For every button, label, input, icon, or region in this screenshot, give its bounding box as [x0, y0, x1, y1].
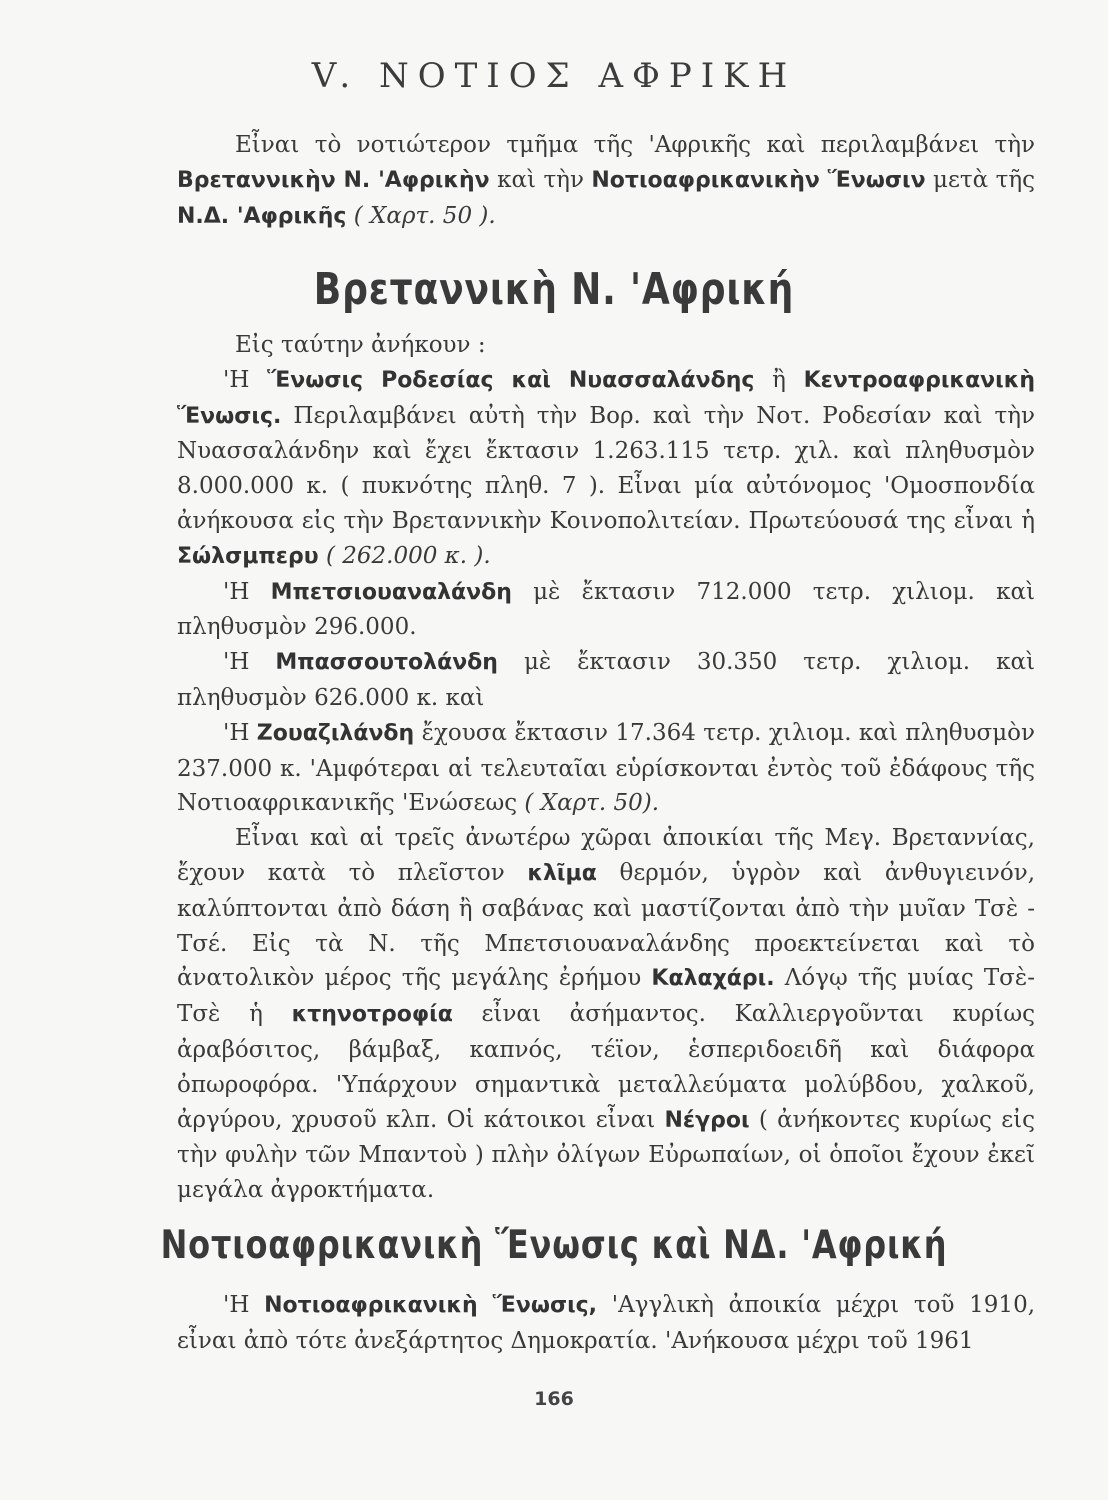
climate-text-a: Εἶναι καὶ αἱ τρεῖς ἀνωτέρω χῶραι ἀποικίαι τῆς Μεγ. Βρεταννίας, ἔχουν κατὰ τὸ πλεῖστον	[177, 825, 1035, 886]
intro-paragraph	[177, 128, 1035, 234]
swazi-article: 'Η	[223, 719, 250, 746]
swazi-map-ref: ( Χαρτ. 50).	[524, 790, 660, 817]
intro-bold-sw: Ν.Δ. 'Αφρικῆς	[177, 203, 347, 229]
heading-south-african-union: Νοτιοαφρικανικὴ Ἕνωσις καὶ ΝΔ. 'Αφρική	[160, 1223, 948, 1268]
union-name: Νοτιοαφρικανικὴ Ἕνωσις,	[264, 1293, 598, 1318]
basuto-name: Μπασσουτολάνδη	[275, 650, 498, 676]
climate-paragraph	[177, 821, 1035, 1208]
basuto-article: 'Η	[223, 649, 250, 676]
climate-bold: κλῖμα	[527, 860, 597, 886]
climate-text-e: Λόγῳ τῆς μυίας Τσὲ-Τσὲ ἡ	[177, 965, 1036, 1028]
negroes-bold: Νέγροι	[664, 1107, 750, 1133]
basuto-text: μὲ ἔκτασιν 30.350 τετρ. χιλιομ. καὶ πληθυσμὸν 626.000 κ. καὶ	[177, 649, 1035, 711]
bechuana-name: Μπετσιουαναλάνδη	[270, 579, 512, 605]
bechuana-text: μὲ ἔκτασιν 712.000 τετρ. χιλιομ. καὶ πληθυσμὸν 296.000.	[177, 578, 1036, 641]
rhodesia-article: 'Η	[223, 366, 250, 393]
intro-map-ref: ( Χαρτ. 50 ).	[353, 202, 496, 229]
rhodesia-capital-pop: ( 262.000 κ. ).	[325, 542, 491, 569]
rhodesia-text: Περιλαμβάνει αὐτὴ τὴν Βορ. καὶ τὴν Νοτ. Ροδεσίαν καὶ τὴν Νυασσαλάνδην καὶ ἔχει ἔκτασιν 1.263.115 τετρ. χιλ. καὶ πληθυσμὸν 8.000.000 κ. ( πυκνότης πληθ. 7 ). Εἶναι μία αὐτόνομος 'Ομοσπονδία ἀνήκουσα εἰς τὴν Βρεταννικὴν Κοινοπολιτείαν. Πρωτεύουσά της εἶναι ἡ	[177, 402, 1036, 534]
swazi-paragraph	[177, 716, 1035, 821]
basuto-paragraph	[177, 645, 1035, 716]
heading-british-south-africa: Βρεταννικὴ Ν. 'Αφρική	[313, 264, 795, 315]
rhodesia-paragraph	[177, 363, 1035, 575]
intro-bold-union: Νοτιοαφρικανικὴν Ἕνωσιν	[591, 167, 926, 193]
climate-text-i: ( ἀνήκοντες κυρίως εἰς τὴν φυλὴν τῶν Μπαντοὺ ) πλὴν ὀλίγων Εὐρωπαίων, οἱ ὁποῖοι ἔχουν ἐκεῖ μεγάλα ἀγροκτήματα.	[177, 1106, 1036, 1204]
kalahari-bold: Καλαχάρι.	[651, 966, 775, 992]
rhodesia-alt-name: Κεντροαφρικανικὴ Ἕνωσις.	[177, 367, 1036, 429]
livestock-bold: κτηνοτροφία	[291, 1002, 453, 1028]
rhodesia-name: Ἕνωσις Ροδεσίας καὶ Νυασσαλάνδης	[267, 367, 755, 393]
union-paragraph	[177, 1288, 1035, 1359]
swazi-text: ἔχουσα ἔκτασιν 17.364 τετρ. χιλιομ. καὶ πληθυσμὸν 237.000 κ. 'Αμφότεραι αἱ τελευταῖαι εὑρίσκονται ἐντὸς τοῦ ἐδάφους τῆς Νοτιοαφρικανικῆς 'Ενώσεως	[177, 719, 1036, 817]
belong-line: Εἰς ταύτην ἀνήκουν :	[235, 332, 486, 358]
intro-text: Εἶναι τὸ νοτιώτερον τμῆμα τῆς 'Αφρικῆς καὶ περιλαμβάνει τὴν	[235, 132, 1035, 158]
intro-bold-british: Βρεταννικὴν Ν. 'Αφρικὴν	[177, 167, 490, 193]
intro-text-3: μετὰ τῆς	[933, 166, 1035, 193]
intro-text-2: καὶ τὴν	[497, 166, 584, 193]
swazi-name: Ζουαζιλάνδη	[256, 720, 415, 746]
page-number: 166	[534, 1388, 574, 1410]
climate-text-g: εἶναι ἀσήμαντος. Καλλιεργοῦνται κυρίως ἀραβόσιτος, βάμβαξ, καπνός, τέϊον, ἑσπεριδοειδῆ καὶ διάφορα ὀπωροφόρα. 'Υπάρχουν σημαντικὰ μεταλλεύματα μολύβδου, χαλκοῦ, ἀργύρου, χρυσοῦ κλπ. Οἱ κάτοικοι εἶναι	[177, 1001, 1036, 1133]
chapter-title: V. ΝΟΤΙΟΣ ΑΦΡΙΚΗ	[311, 56, 797, 96]
climate-text-c: θερμόν, ὑγρὸν καὶ ἀνθυγιεινόν, καλύπτονται ἀπὸ δάση ἢ σαβάνας καὶ μαστίζονται ἀπὸ τὴν μυῖαν Τσὲ - Τσέ. Εἰς τὰ Ν. τῆς Μπετσιουαναλάνδης προεκτείνεται καὶ τὸ ἀνατολικὸν μέρος τῆς μεγάλης ἐρήμου	[177, 859, 1036, 992]
bechuana-article: 'Η	[223, 578, 250, 605]
british-section	[177, 328, 1035, 1208]
rhodesia-or: ἢ	[772, 366, 786, 393]
union-article: 'Η	[223, 1292, 250, 1318]
union-text: 'Αγγλικὴ ἀποικία μέχρι τοῦ 1910, εἶναι ἀπὸ τότε ἀνεξάρτητος Δημοκρατία. 'Ανήκουσα μέχρι τοῦ 1961	[177, 1292, 1036, 1354]
bechuana-paragraph	[177, 575, 1035, 646]
rhodesia-capital: Σώλσμπερυ	[177, 543, 319, 569]
